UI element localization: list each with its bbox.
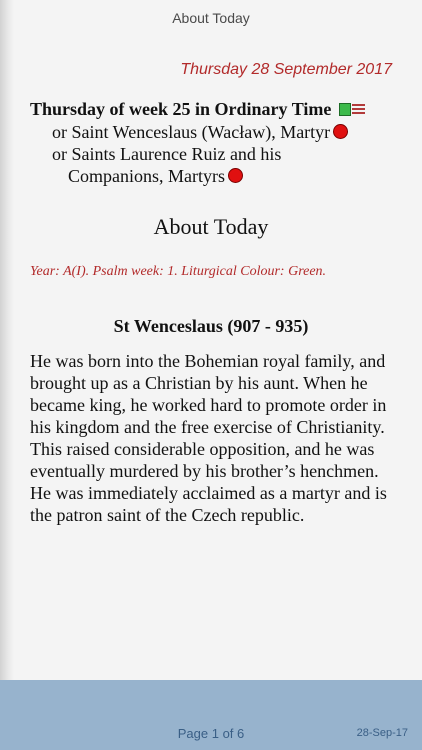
celebration-optional-wenceslaus-label: or Saint Wenceslaus (Wacław), Martyr — [52, 122, 331, 142]
year-info: Year: A(I). Psalm week: 1. Liturgical Colour: Green. — [30, 264, 327, 279]
page-edge-shadow — [0, 0, 14, 680]
celebrations-list — [30, 98, 410, 187]
page-indicator[interactable]: Page 1 of 6 — [177, 726, 245, 741]
date-heading: Thursday 28 September 2017 — [180, 61, 392, 78]
nav-title: About Today — [172, 10, 250, 26]
celebration-main[interactable] — [30, 98, 410, 121]
red-martyr-dot-icon — [228, 168, 243, 183]
toolbar-date[interactable]: 28-Sep-17 — [356, 727, 408, 739]
saint-biography: He was born into the Bohemian royal family, and brought up as a Christian by his aunt. When he became king, he worked hard to promote order in his kingdom and the free exercise of Christianity. This raised considerable opposition, and he was eventually murdered by his brother’s henchmen. He was immediately acclaimed as a martyr and is the patron saint of the Czech republic. — [30, 351, 387, 525]
red-martyr-dot-icon — [333, 124, 348, 139]
celebration-optional-wenceslaus[interactable] — [30, 121, 410, 143]
green-liturgical-color-icon — [339, 99, 366, 121]
celebration-optional-laurence-ruiz-line2: Companions, Martyrs — [68, 166, 225, 186]
celebration-optional-laurence-ruiz-line1: or Saints Laurence Ruiz and his — [52, 144, 282, 164]
section-heading: About Today — [153, 214, 269, 239]
celebration-optional-laurence-ruiz[interactable] — [30, 143, 410, 187]
celebration-main-label: Thursday of week 25 in Ordinary Time — [30, 99, 332, 119]
bottom-toolbar — [0, 680, 422, 750]
saint-title: St Wenceslaus (907 - 935) — [113, 316, 309, 336]
